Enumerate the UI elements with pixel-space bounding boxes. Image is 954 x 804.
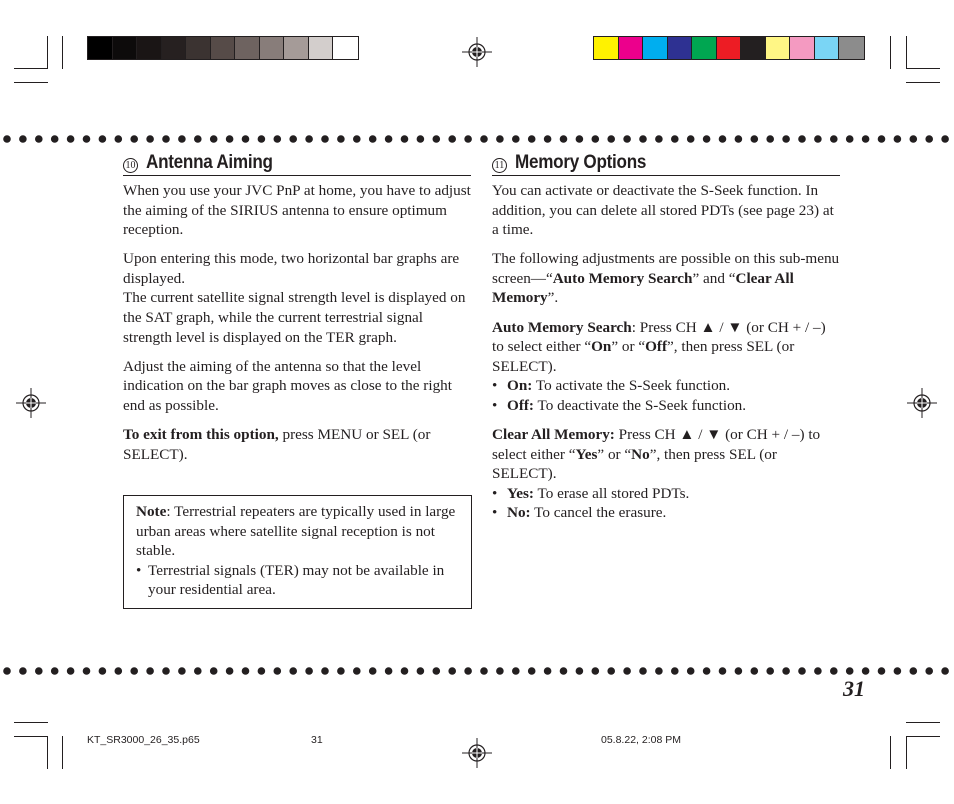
crop-mark (890, 36, 891, 69)
crop-mark (62, 36, 63, 69)
color-swatch (619, 37, 644, 59)
dot (496, 667, 504, 675)
dot (385, 667, 393, 675)
dot (751, 667, 759, 675)
dot (687, 667, 695, 675)
dot (433, 667, 441, 675)
dot (321, 135, 329, 143)
dot (576, 135, 584, 143)
note-box (123, 495, 472, 609)
dot (51, 135, 59, 143)
dot (528, 667, 536, 675)
dotted-rule-bottom (0, 664, 954, 678)
dot (337, 135, 345, 143)
crop-mark (906, 722, 940, 723)
section-title: Antenna Aiming (146, 152, 273, 174)
color-swatch (211, 37, 236, 59)
dot (289, 135, 297, 143)
dot (210, 135, 218, 143)
footer-page: 31 (311, 734, 323, 746)
dot (464, 667, 472, 675)
clear-all-memory-block (492, 425, 840, 523)
dot (226, 135, 234, 143)
registration-mark-icon (16, 388, 46, 418)
color-swatch (717, 37, 742, 59)
dot (401, 135, 409, 143)
dot (639, 135, 647, 143)
crop-mark (906, 36, 907, 69)
dot (194, 667, 202, 675)
dot (623, 667, 631, 675)
color-swatch (692, 37, 717, 59)
dot (369, 135, 377, 143)
crop-mark (14, 82, 48, 83)
memory-options-section (492, 148, 840, 523)
color-swatch (333, 37, 358, 59)
dot (766, 667, 774, 675)
dot (925, 135, 933, 143)
dot (671, 667, 679, 675)
crop-mark (14, 722, 48, 723)
color-swatch (162, 37, 187, 59)
dot (115, 135, 123, 143)
list-item: • On: To activate the S-Seek function. (492, 376, 840, 396)
color-swatch (260, 37, 285, 59)
dot (592, 667, 600, 675)
dot (782, 135, 790, 143)
crop-mark (890, 736, 891, 769)
dot (925, 667, 933, 675)
dot (782, 667, 790, 675)
crop-mark (906, 736, 907, 769)
dot (560, 667, 568, 675)
dot (814, 135, 822, 143)
dot (178, 667, 186, 675)
dot (703, 135, 711, 143)
dot (798, 135, 806, 143)
dot (910, 135, 918, 143)
dot (846, 135, 854, 143)
color-swatch (643, 37, 668, 59)
dot (814, 667, 822, 675)
dot (448, 667, 456, 675)
color-swatch (235, 37, 260, 59)
dot (35, 667, 43, 675)
color-swatch (839, 37, 864, 59)
dot (337, 667, 345, 675)
dot (146, 135, 154, 143)
dot (480, 667, 488, 675)
dot (719, 667, 727, 675)
dot (862, 135, 870, 143)
dot (130, 667, 138, 675)
dot (35, 135, 43, 143)
section-title: Memory Options (515, 152, 647, 174)
dot (353, 667, 361, 675)
dot (99, 135, 107, 143)
dot (194, 135, 202, 143)
dot (178, 135, 186, 143)
color-swatch (594, 37, 619, 59)
dot (910, 667, 918, 675)
dot (115, 667, 123, 675)
dot (480, 135, 488, 143)
dot (67, 667, 75, 675)
dot (719, 135, 727, 143)
dot (607, 135, 615, 143)
paragraph: Adjust the aiming of the antenna so that the level indication on the bar graph moves as close to the right end as possible. (123, 357, 452, 414)
dot (274, 135, 282, 143)
dot (544, 135, 552, 143)
note-text: Note: Terrestrial repeaters are typically used in large urban areas where satellite signal reception is not stable. (136, 503, 456, 560)
color-swatch (668, 37, 693, 59)
dot (305, 135, 313, 143)
crop-mark (47, 736, 48, 769)
color-swatch (815, 37, 840, 59)
color-swatch (137, 37, 162, 59)
dot (894, 667, 902, 675)
footer-filename: KT_SR3000_26_35.p65 (87, 734, 200, 746)
dot (369, 667, 377, 675)
dot (655, 135, 663, 143)
dot (162, 667, 170, 675)
dot (894, 135, 902, 143)
dot (67, 135, 75, 143)
color-swatch (790, 37, 815, 59)
paragraph: You can activate or deactivate the S-Seek function. In addition, you can delete all stored PDTs (see page 23) at a time. (492, 182, 834, 239)
dot (99, 667, 107, 675)
dot (592, 135, 600, 143)
antenna-aiming-section (123, 148, 471, 474)
dot (941, 667, 949, 675)
dot (639, 667, 647, 675)
process-color-bar (593, 36, 865, 60)
section-number: 11 (492, 158, 507, 173)
dot (655, 667, 663, 675)
footer-date: 05.8.22, 2:08 PM (601, 734, 681, 746)
crop-mark (906, 736, 940, 737)
paragraph: The following adjustments are possible on this sub-menu screen—“Auto Memory Search” and “Clear All Memory”. (492, 250, 840, 307)
dot (321, 667, 329, 675)
list-item: • Off: To deactivate the S-Seek function. (492, 396, 840, 416)
dot (703, 667, 711, 675)
paragraph: When you use your JVC PnP at home, you have to adjust the aiming of the SIRIUS antenna to ensure optimum reception. (123, 182, 471, 239)
dot (83, 135, 91, 143)
section-heading (492, 148, 840, 176)
dot (385, 135, 393, 143)
paragraph: Upon entering this mode, two horizontal bar graphs are displayed. The current satellite signal strength level is displayed on the SAT graph, while the current terrestrial signal strength level is displayed on the TER graph. (123, 250, 466, 346)
dot (19, 667, 27, 675)
paragraph: Clear All Memory: Press CH ▲ / ▼ (or CH + / –) to select either “Yes” or “No”, then press SEL (or SELECT). (492, 426, 821, 483)
dot (735, 667, 743, 675)
dot (878, 135, 886, 143)
dot (846, 667, 854, 675)
paragraph: Auto Memory Search: Press CH ▲ / ▼ (or CH + / –) to select either “On” or “Off”, then press SEL (or SELECT). (492, 318, 826, 375)
section-number: 10 (123, 158, 138, 173)
color-swatch (186, 37, 211, 59)
dot (258, 135, 266, 143)
color-swatch (766, 37, 791, 59)
dot (878, 667, 886, 675)
dot (274, 667, 282, 675)
crop-mark (906, 68, 940, 69)
dot (146, 667, 154, 675)
crop-mark (47, 36, 48, 69)
list-item: • Yes: To erase all stored PDTs. (492, 484, 840, 504)
section-heading (123, 148, 471, 176)
dot (496, 135, 504, 143)
dot (401, 667, 409, 675)
color-swatch (309, 37, 334, 59)
dot (51, 667, 59, 675)
page-number: 31 (843, 676, 865, 701)
dot (464, 135, 472, 143)
dot (751, 135, 759, 143)
color-swatch (113, 37, 138, 59)
dot (83, 667, 91, 675)
dot (448, 135, 456, 143)
dot (576, 667, 584, 675)
registration-mark-icon (462, 738, 492, 768)
dot (512, 667, 520, 675)
crop-mark (906, 82, 940, 83)
dot (512, 135, 520, 143)
auto-memory-search-block (492, 318, 840, 416)
dot (3, 135, 11, 143)
crop-mark (14, 68, 48, 69)
dot (289, 667, 297, 675)
dot (353, 135, 361, 143)
dot (830, 667, 838, 675)
dot (544, 667, 552, 675)
color-swatch (284, 37, 309, 59)
registration-mark-icon (907, 388, 937, 418)
dot (766, 135, 774, 143)
crop-mark (62, 736, 63, 769)
dot (560, 135, 568, 143)
dot (433, 135, 441, 143)
dot (3, 667, 11, 675)
dot (862, 667, 870, 675)
dot (941, 135, 949, 143)
crop-mark (14, 736, 48, 737)
grayscale-color-bar (87, 36, 359, 60)
note-bullet: • Terrestrial signals (TER) may not be available in your residential area. (136, 561, 459, 600)
dot (242, 135, 250, 143)
dot (798, 667, 806, 675)
dot (258, 667, 266, 675)
list-item: • No: To cancel the erasure. (492, 503, 840, 523)
dot (735, 135, 743, 143)
dot (417, 667, 425, 675)
dot (242, 667, 250, 675)
exit-instruction: To exit from this option, press MENU or SEL (or SELECT). (123, 426, 431, 463)
dot (830, 135, 838, 143)
dot (210, 667, 218, 675)
dot (528, 135, 536, 143)
dot (417, 135, 425, 143)
dot (607, 667, 615, 675)
dot (687, 135, 695, 143)
dot (162, 135, 170, 143)
dotted-rule-top (0, 132, 954, 146)
dot (623, 135, 631, 143)
dot (226, 667, 234, 675)
color-swatch (741, 37, 766, 59)
dot (305, 667, 313, 675)
dot (19, 135, 27, 143)
color-swatch (88, 37, 113, 59)
dot (671, 135, 679, 143)
dot (130, 135, 138, 143)
registration-mark-icon (462, 37, 492, 67)
